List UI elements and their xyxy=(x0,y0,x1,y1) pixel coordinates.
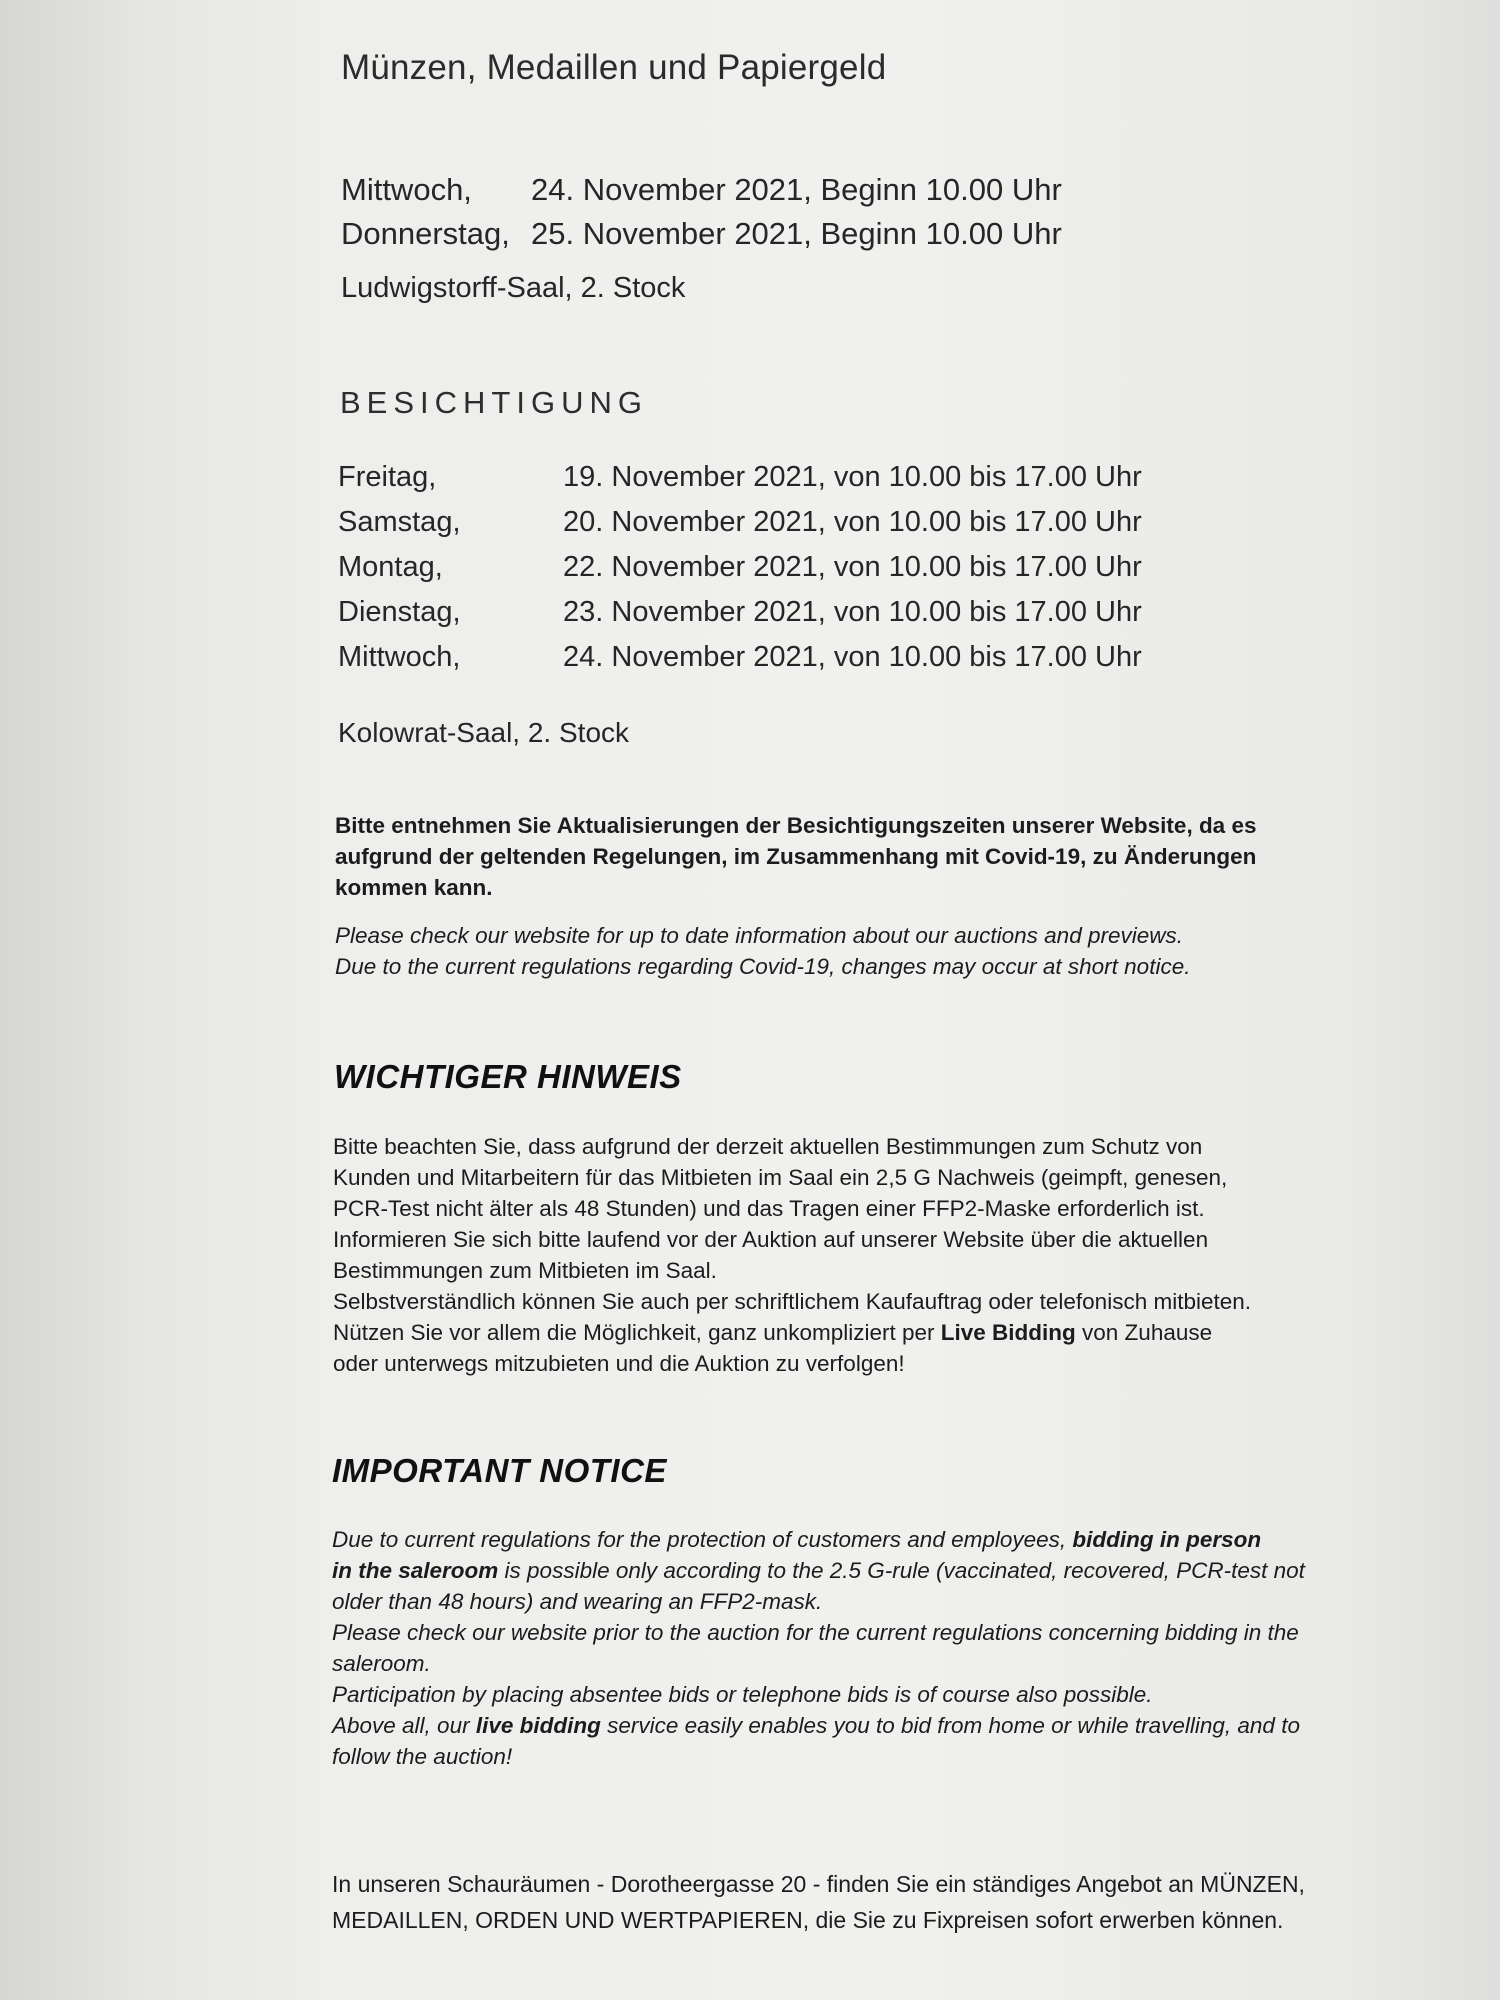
text-line xyxy=(332,1710,1412,1741)
text-line xyxy=(332,1555,1412,1586)
viewing-heading: BESICHTIGUNG xyxy=(340,385,648,420)
text-line: PCR-Test nicht älter als 48 Stunden) und das Tragen einer FFP2-Maske erforderlich ist. xyxy=(333,1196,1205,1221)
text-line: In unseren Schauräumen - Dorotheergasse 20 - finden Sie ein ständiges Angebot an MÜNZEN, xyxy=(332,1871,1305,1897)
text-line: Please check our website prior to the auction for the current regulations concerning bidding in the xyxy=(332,1620,1299,1645)
viewing-date: 23. November 2021, von 10.00 bis 17.00 Uhr xyxy=(563,596,1142,628)
text-line: Bestimmungen zum Mitbieten im Saal. xyxy=(333,1258,717,1283)
auction-date: 24. November 2021, Beginn 10.00 Uhr xyxy=(531,172,1062,207)
auction-date-row xyxy=(341,212,1062,256)
text-line xyxy=(333,1317,1403,1348)
text-line: kommen kann. xyxy=(335,875,493,900)
text-line xyxy=(332,1524,1412,1555)
important-notice-heading-en: IMPORTANT NOTICE xyxy=(332,1452,667,1489)
text-line: older than 48 hours) and wearing an FFP2-mask. xyxy=(332,1589,823,1614)
live-bidding-emphasis: Live Bidding xyxy=(940,1320,1076,1345)
text-line: Informieren Sie sich bitte laufend vor der Auktion auf unserer Website über die aktuellen xyxy=(333,1227,1209,1252)
text-line: Please check our website for up to date information about our auctions and previews. xyxy=(335,923,1183,948)
auction-day: Mittwoch, xyxy=(341,172,472,207)
text-line: saleroom. xyxy=(332,1651,431,1676)
viewing-row xyxy=(338,455,1142,500)
viewing-day: Dienstag, xyxy=(338,596,461,628)
auction-day: Donnerstag, xyxy=(341,216,510,251)
text-line: follow the auction! xyxy=(332,1744,513,1769)
auction-venue: Ludwigstorff-Saal, 2. Stock xyxy=(341,272,686,304)
covid-notice-en xyxy=(335,920,1335,982)
viewing-date: 22. November 2021, von 10.00 bis 17.00 Uhr xyxy=(563,551,1142,583)
text-line: Selbstverständlich können Sie auch per schriftlichem Kaufauftrag oder telefonisch mitbieten. xyxy=(333,1289,1252,1314)
viewing-day: Montag, xyxy=(338,551,443,583)
viewing-date: 24. November 2021, von 10.00 bis 17.00 Uhr xyxy=(563,641,1142,673)
auction-date: 25. November 2021, Beginn 10.00 Uhr xyxy=(531,216,1062,251)
text-line: MEDAILLEN, ORDEN UND WERTPAPIEREN, die Sie zu Fixpreisen sofort erwerben können. xyxy=(332,1907,1284,1933)
bidding-in-person-emphasis: bidding in person xyxy=(1072,1527,1262,1552)
covid-notice-de xyxy=(335,810,1335,903)
text-line: Due to the current regulations regarding Covid-19, changes may occur at short notice. xyxy=(335,954,1191,979)
text-line: oder unterwegs mitzubieten und die Auktion zu verfolgen! xyxy=(333,1351,905,1376)
text-line: Participation by placing absentee bids or telephone bids is of course also possible. xyxy=(332,1682,1153,1707)
viewing-row xyxy=(338,590,1142,635)
text-segment: service easily enables you to bid from home or while travelling, and to xyxy=(600,1713,1300,1738)
live-bidding-emphasis: live bidding xyxy=(475,1713,601,1738)
important-notice-heading-de: WICHTIGER HINWEIS xyxy=(334,1058,682,1095)
viewing-date: 20. November 2021, von 10.00 bis 17.00 Uhr xyxy=(563,506,1142,538)
text-line: Bitte entnehmen Sie Aktualisierungen der Besichtigungszeiten unserer Website, da es xyxy=(335,813,1257,838)
auction-dates xyxy=(341,168,1062,256)
important-notice-en xyxy=(332,1524,1412,1772)
text-segment: Nützen Sie vor allem die Möglichkeit, ganz unkompliziert per xyxy=(333,1320,941,1345)
text-segment: Due to current regulations for the protection of customers and employees, xyxy=(332,1527,1073,1552)
viewing-day: Samstag, xyxy=(338,506,461,538)
showroom-note xyxy=(332,1866,1412,1938)
viewing-row xyxy=(338,545,1142,590)
text-line: Bitte beachten Sie, dass aufgrund der derzeit aktuellen Bestimmungen zum Schutz von xyxy=(333,1134,1203,1159)
auction-date-row xyxy=(341,168,1062,212)
page-title: Münzen, Medaillen und Papiergeld xyxy=(341,48,887,87)
viewing-date: 19. November 2021, von 10.00 bis 17.00 Uhr xyxy=(563,461,1142,493)
viewing-schedule xyxy=(338,455,1142,680)
viewing-row xyxy=(338,500,1142,545)
saleroom-emphasis: in the saleroom xyxy=(332,1558,499,1583)
text-segment: Above all, our xyxy=(332,1713,476,1738)
viewing-day: Freitag, xyxy=(338,461,437,493)
text-line: aufgrund der geltenden Regelungen, im Zusammenhang mit Covid-19, zu Änderungen xyxy=(335,844,1257,869)
viewing-day: Mittwoch, xyxy=(338,641,461,673)
text-segment: is possible only according to the 2.5 G-rule (vaccinated, recovered, PCR-test not xyxy=(498,1558,1305,1583)
viewing-row xyxy=(338,635,1142,680)
text-segment: von Zuhause xyxy=(1075,1320,1213,1345)
text-line: Kunden und Mitarbeitern für das Mitbieten im Saal ein 2,5 G Nachweis (geimpft, genesen, xyxy=(333,1165,1228,1190)
viewing-venue: Kolowrat-Saal, 2. Stock xyxy=(338,717,630,748)
important-notice-de xyxy=(333,1131,1403,1379)
